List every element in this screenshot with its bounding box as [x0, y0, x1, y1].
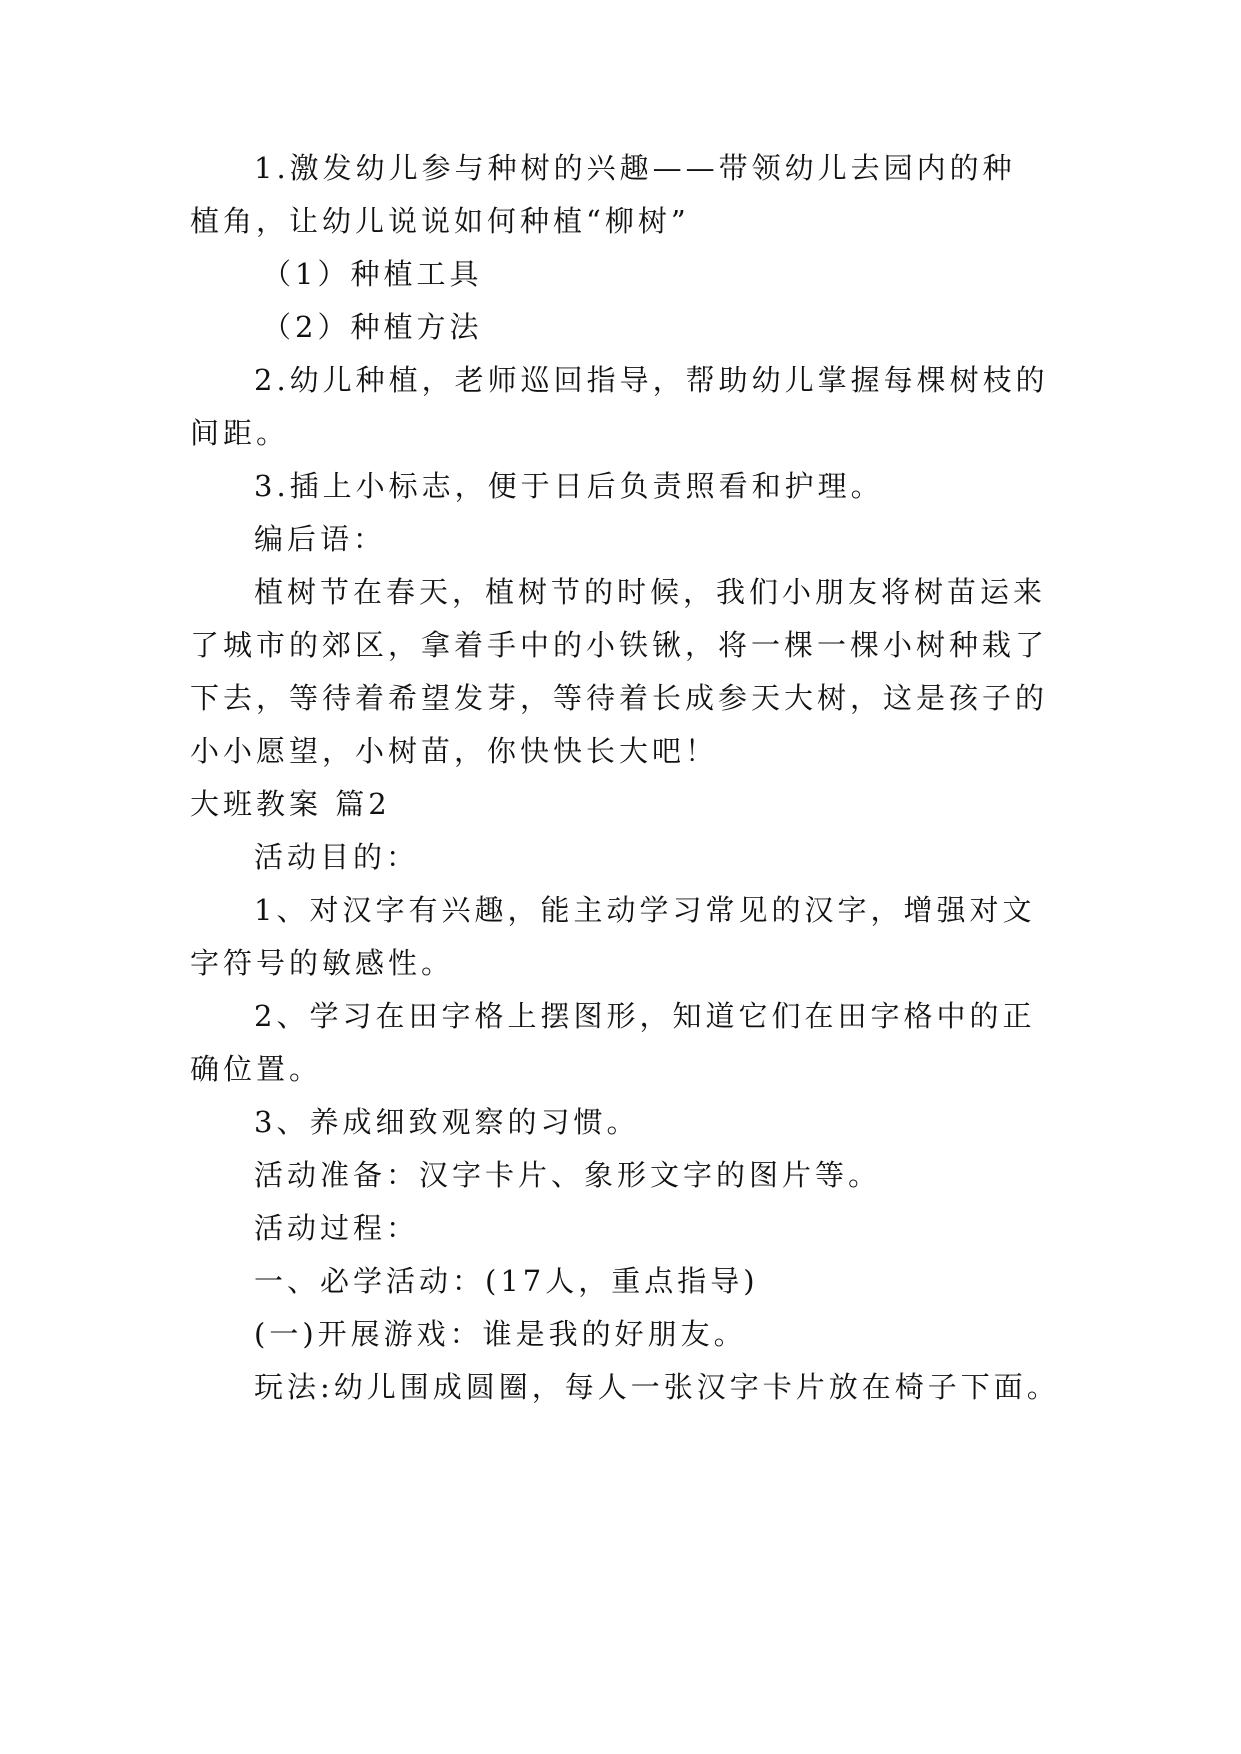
paragraph-line: 间距。: [190, 416, 290, 450]
list-item: （1）种植工具: [262, 257, 483, 291]
paragraph-line: 2、学习在田字格上摆图形，知道它们在田字格中的正: [254, 999, 1036, 1033]
paragraph-line: 3.插上小标志，便于日后负责照看和护理。: [254, 469, 884, 503]
paragraph-line: 1.激发幼儿参与种树的兴趣——带领幼儿去园内的种: [254, 151, 1016, 185]
paragraph-line: 小小愿望，小树苗，你快快长大吧！: [190, 734, 719, 768]
paragraph-line: 活动过程：: [254, 1211, 420, 1245]
paragraph-line: 植树节在春天，植树节的时候，我们小朋友将树苗运来: [254, 575, 1047, 609]
list-item: （2）种植方法: [262, 310, 483, 344]
paragraph-line: 了城市的郊区，拿着手中的小铁锹，将一棵一棵小树种栽了: [190, 628, 1049, 662]
paragraph-line: 一、必学活动：(17人，重点指导): [254, 1264, 759, 1298]
paragraph-line: 下去，等待着希望发芽，等待着长成参天大树，这是孩子的: [190, 681, 1049, 715]
paragraph-line: 植角，让幼儿说说如何种植“柳树”: [190, 204, 690, 238]
paragraph-line: 3、养成细致观察的习惯。: [254, 1105, 640, 1139]
paragraph-line: 活动目的：: [254, 840, 420, 874]
paragraph-line: (一)开展游戏：谁是我的好朋友。: [254, 1317, 747, 1351]
section-heading: 大班教案 篇2: [190, 787, 391, 821]
paragraph-line: 活动准备：汉字卡片、象形文字的图片等。: [254, 1158, 882, 1192]
paragraph-line: 确位置。: [190, 1052, 323, 1086]
paragraph-line: 字符号的敏感性。: [190, 946, 455, 980]
paragraph-line: 玩法:幼儿围成圆圈，每人一张汉字卡片放在椅子下面。: [254, 1370, 1060, 1404]
paragraph-line: 2.幼儿种植，老师巡回指导，帮助幼儿掌握每棵树枝的: [254, 363, 1049, 397]
paragraph-line: 1、对汉字有兴趣，能主动学习常见的汉字，增强对文: [254, 893, 1036, 927]
editor-note-label: 编后语：: [254, 522, 387, 556]
